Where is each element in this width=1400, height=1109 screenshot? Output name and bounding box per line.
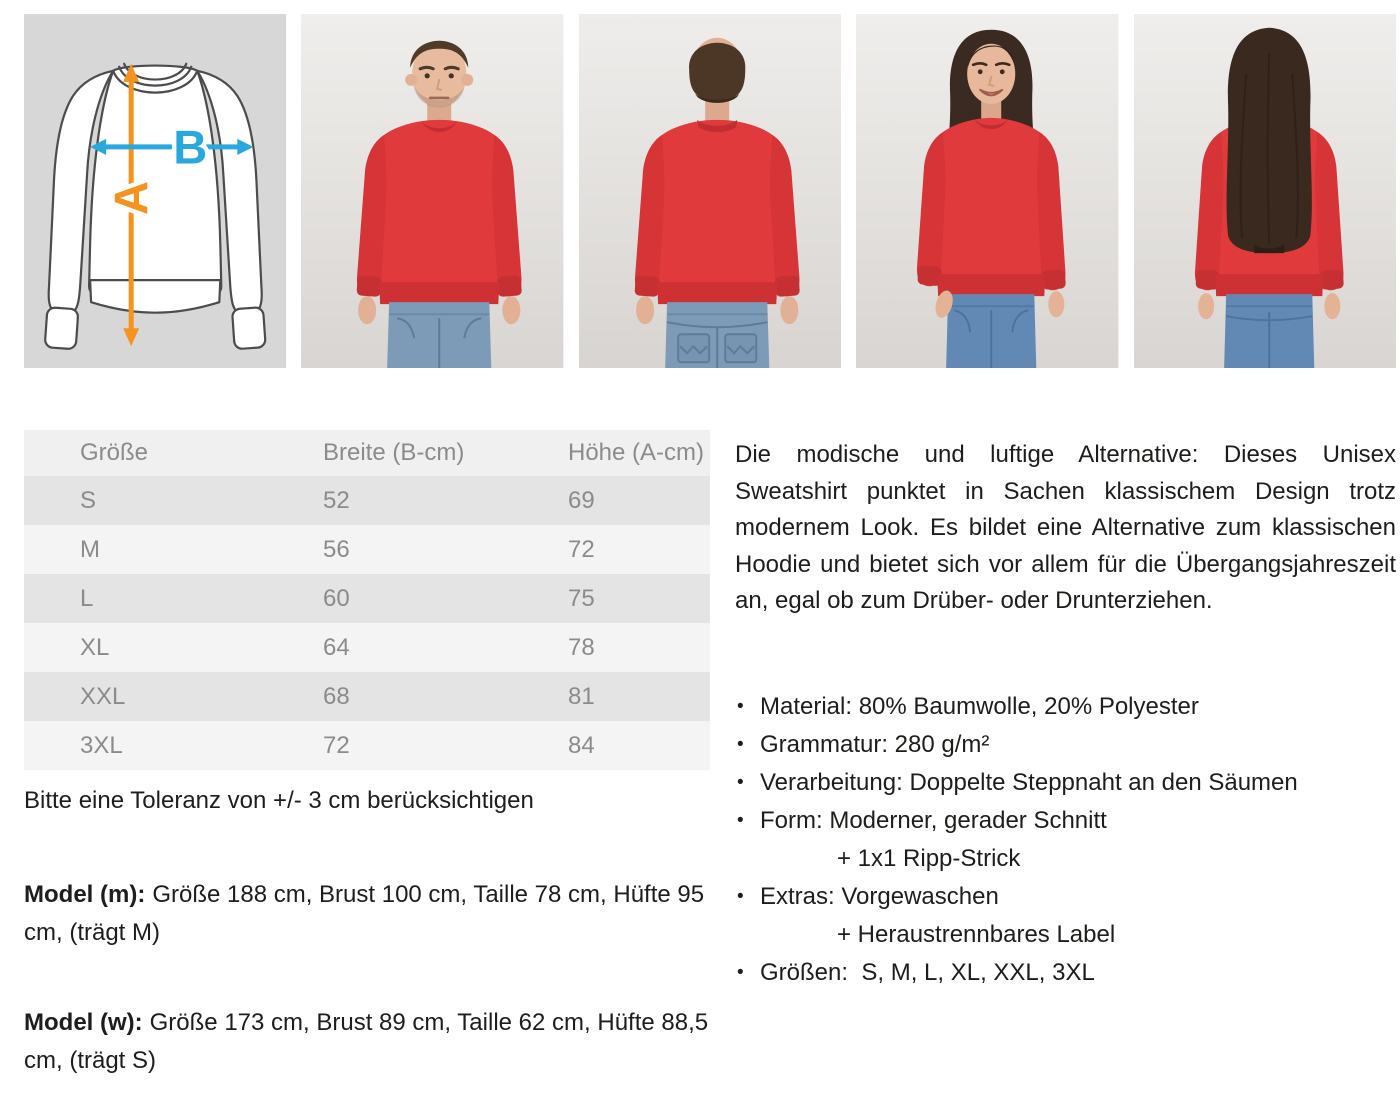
left-cuff [634, 275, 659, 297]
right-hand [1324, 293, 1340, 319]
female-back-photo [1134, 14, 1396, 368]
table-row-m [24, 525, 710, 574]
cell-width: 52 [323, 486, 350, 514]
feature-text: Extras: Vorgewaschen + Heraustrennbares Label [760, 878, 1115, 954]
feature-text: Größen: S, M, L, XL, XXL, 3XL [760, 958, 1095, 986]
right-hand [503, 296, 521, 324]
bullet-icon: • [737, 695, 744, 717]
feature-grammatur [735, 726, 1396, 764]
product-gallery [24, 14, 1396, 368]
feature-text: Material: 80% Baumwolle, 20% Polyester [760, 692, 1199, 720]
left-hand [358, 296, 376, 324]
bullet-icon: • [737, 885, 744, 907]
hem-band [657, 282, 777, 304]
cell-size: XL [80, 633, 110, 661]
cell-size: XXL [80, 682, 126, 710]
feature-material [735, 688, 1396, 726]
feature-text-continuation: + 1x1 Ripp-Strick [837, 844, 1021, 872]
feature-verarbeitung [735, 764, 1396, 802]
left-cuff [357, 275, 382, 297]
product-description: Die modische und luftige Alternative: Dieses Unisex Sweatshirt punktet in Sachen klassischem Design trotz modernem Look. Es bildet eine Alternative zum klassischen Hoodie und bietet sich vor allem für die Übergangsjahreszeit an, egal ob zum Drüber- oder Drunterziehen. [735, 441, 1396, 614]
left-eye [425, 73, 430, 78]
table-row-s [24, 476, 710, 525]
cell-height: 75 [568, 584, 595, 612]
female-front-photo [856, 14, 1118, 368]
model-w-measurements: Größe 173 cm, Brust 89 cm, Taille 62 cm, Hüfte 88,5 cm, (trägt S) [24, 1009, 709, 1074]
cell-width: 68 [323, 682, 350, 710]
height-arrow-label: A [104, 181, 158, 216]
cell-height: 69 [568, 486, 595, 514]
right-hand [780, 296, 798, 324]
cell-size: L [80, 584, 94, 612]
cell-size: 3XL [80, 731, 123, 759]
photo-panel-male-front [301, 14, 563, 368]
hair [689, 43, 745, 101]
table-row-l [24, 574, 710, 623]
diagram-waistband [90, 280, 220, 313]
feature-list [735, 688, 1396, 992]
feature-text: Verarbeitung: Doppelte Steppnaht an den Säumen [760, 768, 1298, 796]
feature-groessen [735, 954, 1396, 992]
description-column [735, 437, 1396, 992]
cell-height: 72 [568, 535, 595, 563]
male-back-photo [579, 14, 841, 368]
width-arrow-label: B [173, 120, 208, 174]
col-header-width: Breite (B-cm) [323, 439, 465, 466]
table-row-xxl [24, 672, 710, 721]
sweatshirt-back [652, 120, 782, 301]
cell-width: 64 [323, 633, 350, 661]
size-table-header-row [24, 430, 710, 476]
sweatshirt-front [375, 120, 505, 301]
size-diagram-panel [24, 14, 286, 368]
right-hand [1049, 291, 1065, 317]
sweatshirt-measurement-diagram [24, 14, 286, 368]
photo-panel-female-front [856, 14, 1118, 368]
cell-width: 56 [323, 535, 350, 563]
size-info-column [24, 430, 710, 1080]
feature-text: Grammatur: 280 g/m² [760, 730, 990, 758]
model-m-label: Model (m): [24, 881, 146, 908]
col-header-height: Höhe (A-cm) [568, 439, 705, 466]
photo-panel-male-back [579, 14, 841, 368]
left-hand [636, 296, 654, 324]
male-front-photo [301, 14, 563, 368]
bullet-icon: • [737, 961, 744, 983]
right-cuff [774, 275, 799, 297]
photo-panel-female-back [1134, 14, 1396, 368]
right-eye [1000, 69, 1005, 74]
left-hand [1198, 293, 1214, 319]
diagram-left-cuff [45, 307, 79, 349]
table-row-3xl [24, 721, 710, 770]
cell-height: 84 [568, 731, 595, 759]
right-brow [446, 67, 459, 69]
right-eye [449, 73, 454, 78]
feature-extras [735, 878, 1396, 954]
model-w-info [24, 1004, 710, 1080]
size-table [24, 430, 710, 770]
cell-width: 72 [323, 731, 350, 759]
diagram-body [89, 66, 221, 296]
bullet-icon: • [737, 733, 744, 755]
cell-size: S [80, 486, 97, 514]
right-ear [462, 74, 474, 86]
model-m-measurements: Größe 188 cm, Brust 100 cm, Taille 78 cm, Hüfte 95 cm, (trägt M) [24, 881, 705, 946]
diagram-right-cuff [232, 307, 266, 349]
right-cuff [1042, 269, 1066, 290]
left-brow [421, 67, 434, 69]
model-w-label: Model (w): [24, 1009, 143, 1036]
table-row-xl [24, 623, 710, 672]
sweatshirt-front [933, 118, 1049, 293]
cell-height: 78 [568, 633, 595, 661]
feature-text-continuation: + Heraustrennbares Label [837, 920, 1116, 948]
hem-band [937, 274, 1045, 296]
bullet-icon: • [737, 809, 744, 831]
feature-form [735, 802, 1396, 878]
right-cuff [1319, 269, 1343, 290]
col-header-size: Größe [80, 439, 149, 466]
bullet-icon: • [737, 771, 744, 793]
cell-width: 60 [323, 584, 350, 612]
left-eye [978, 69, 983, 74]
hem-band [1215, 274, 1323, 296]
right-cuff [497, 275, 522, 297]
left-brow [973, 63, 986, 65]
feature-text: Form: Moderner, gerader Schnitt + 1x1 Ripp-Strick [760, 802, 1107, 878]
model-m-info [24, 876, 710, 952]
left-ear [406, 74, 418, 86]
right-brow [996, 63, 1009, 65]
cell-height: 81 [568, 682, 595, 710]
cell-size: M [80, 535, 100, 563]
tolerance-note: Bitte eine Toleranz von +/- 3 cm berücksichtigen [24, 787, 534, 814]
hem-band [380, 282, 500, 304]
